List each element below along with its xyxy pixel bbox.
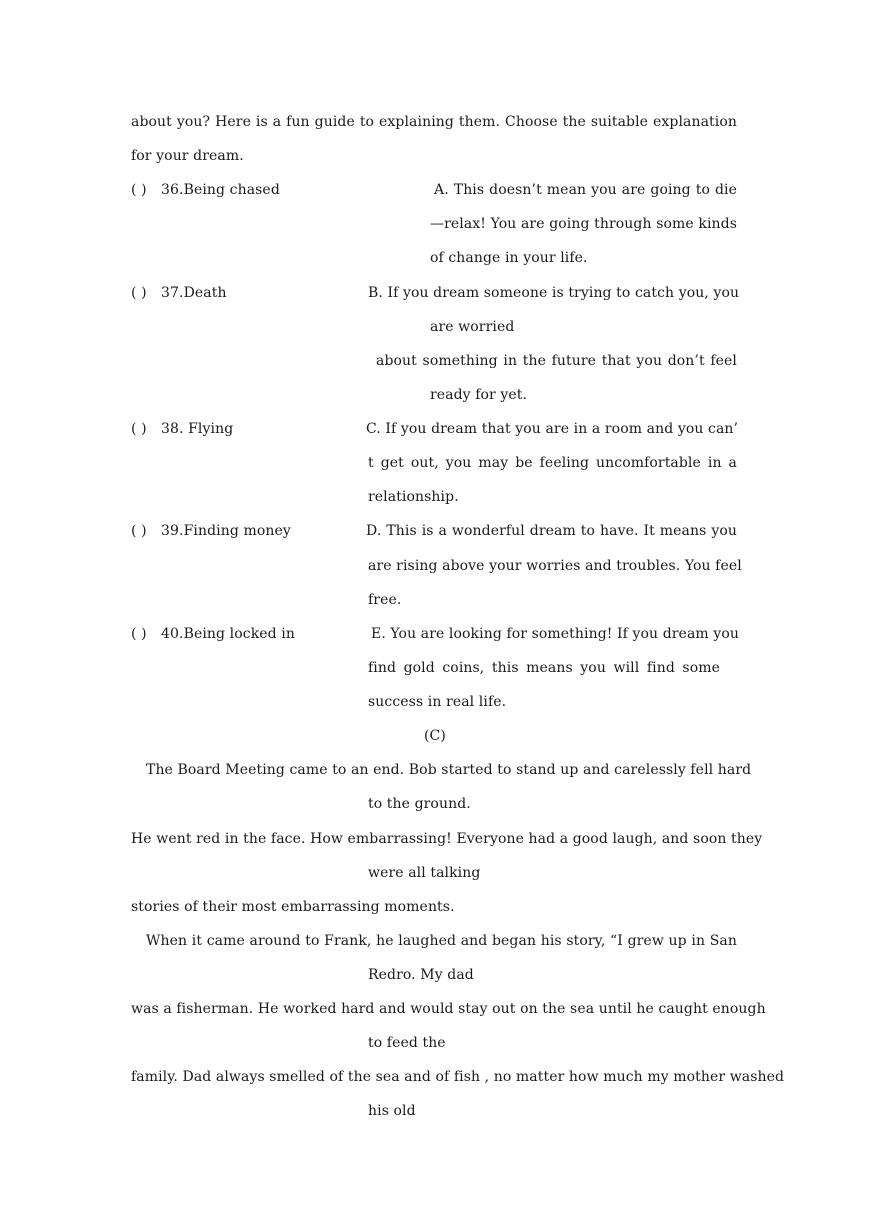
option-b-line-2: are worried	[430, 319, 515, 335]
option-b-line-1: B. If you dream someone is trying to catch you, you	[368, 285, 740, 301]
option-d-line-2: are rising above your worries and troubles. You feel	[368, 558, 742, 574]
passage-line-6: When it came around to Frank, he laughed and began his story, “I grew up in San	[146, 933, 737, 949]
answer-blank-40[interactable]: ( )	[131, 626, 147, 642]
option-c-line-2: t get out, you may be feeling uncomfortable in a	[368, 455, 737, 471]
question-38: 38. Flying	[161, 421, 234, 437]
option-a-line-3: of change in your life.	[430, 250, 588, 266]
answer-blank-38[interactable]: ( )	[131, 421, 147, 437]
passage-line-11: his old	[368, 1103, 416, 1119]
answer-blank-39[interactable]: ( )	[131, 523, 147, 539]
answer-blank-37[interactable]: ( )	[131, 285, 147, 301]
passage-line-2: to the ground.	[368, 796, 471, 812]
option-d-line-3: free.	[368, 592, 402, 608]
option-c-line-3: relationship.	[368, 489, 459, 505]
passage-line-9: to feed the	[368, 1035, 446, 1051]
intro-line-2: for your dream.	[131, 148, 244, 164]
passage-line-1: The Board Meeting came to an end. Bob started to stand up and carelessly fell hard	[146, 762, 752, 778]
intro-line-1: about you? Here is a fun guide to explaining them. Choose the suitable explanation	[131, 114, 737, 130]
option-a-line-1: A. This doesn’t mean you are going to die	[434, 182, 737, 198]
question-37: 37.Death	[161, 285, 227, 301]
question-36: 36.Being chased	[161, 182, 280, 198]
option-d-line-1: D. This is a wonderful dream to have. It means you	[366, 523, 737, 539]
question-40: 40.Being locked in	[161, 626, 295, 642]
option-b-line-3: about something in the future that you don’t feel	[376, 353, 737, 369]
passage-line-4: were all talking	[368, 865, 481, 881]
option-e-line-1: E. You are looking for something! If you dream you	[371, 626, 739, 642]
option-a-line-2: —relax! You are going through some kinds	[430, 216, 737, 232]
option-c-line-1: C. If you dream that you are in a room and you can’	[366, 421, 739, 437]
answer-blank-36[interactable]: ( )	[131, 182, 147, 198]
question-39: 39.Finding money	[161, 523, 291, 539]
section-c-heading: (C)	[424, 728, 446, 744]
passage-line-8: was a fisherman. He worked hard and would stay out on the sea until he caught enough	[131, 1001, 766, 1017]
passage-line-5: stories of their most embarrassing moments.	[131, 899, 455, 915]
option-e-line-3: success in real life.	[368, 694, 507, 710]
option-e-line-2: find gold coins, this means you will find some	[368, 660, 720, 676]
passage-line-3: He went red in the face. How embarrassing! Everyone had a good laugh, and soon they	[131, 831, 763, 847]
option-b-line-4: ready for yet.	[430, 387, 528, 403]
passage-line-10: family. Dad always smelled of the sea and of fish , no matter how much my mother washed	[131, 1069, 785, 1085]
passage-line-7: Redro. My dad	[368, 967, 474, 983]
